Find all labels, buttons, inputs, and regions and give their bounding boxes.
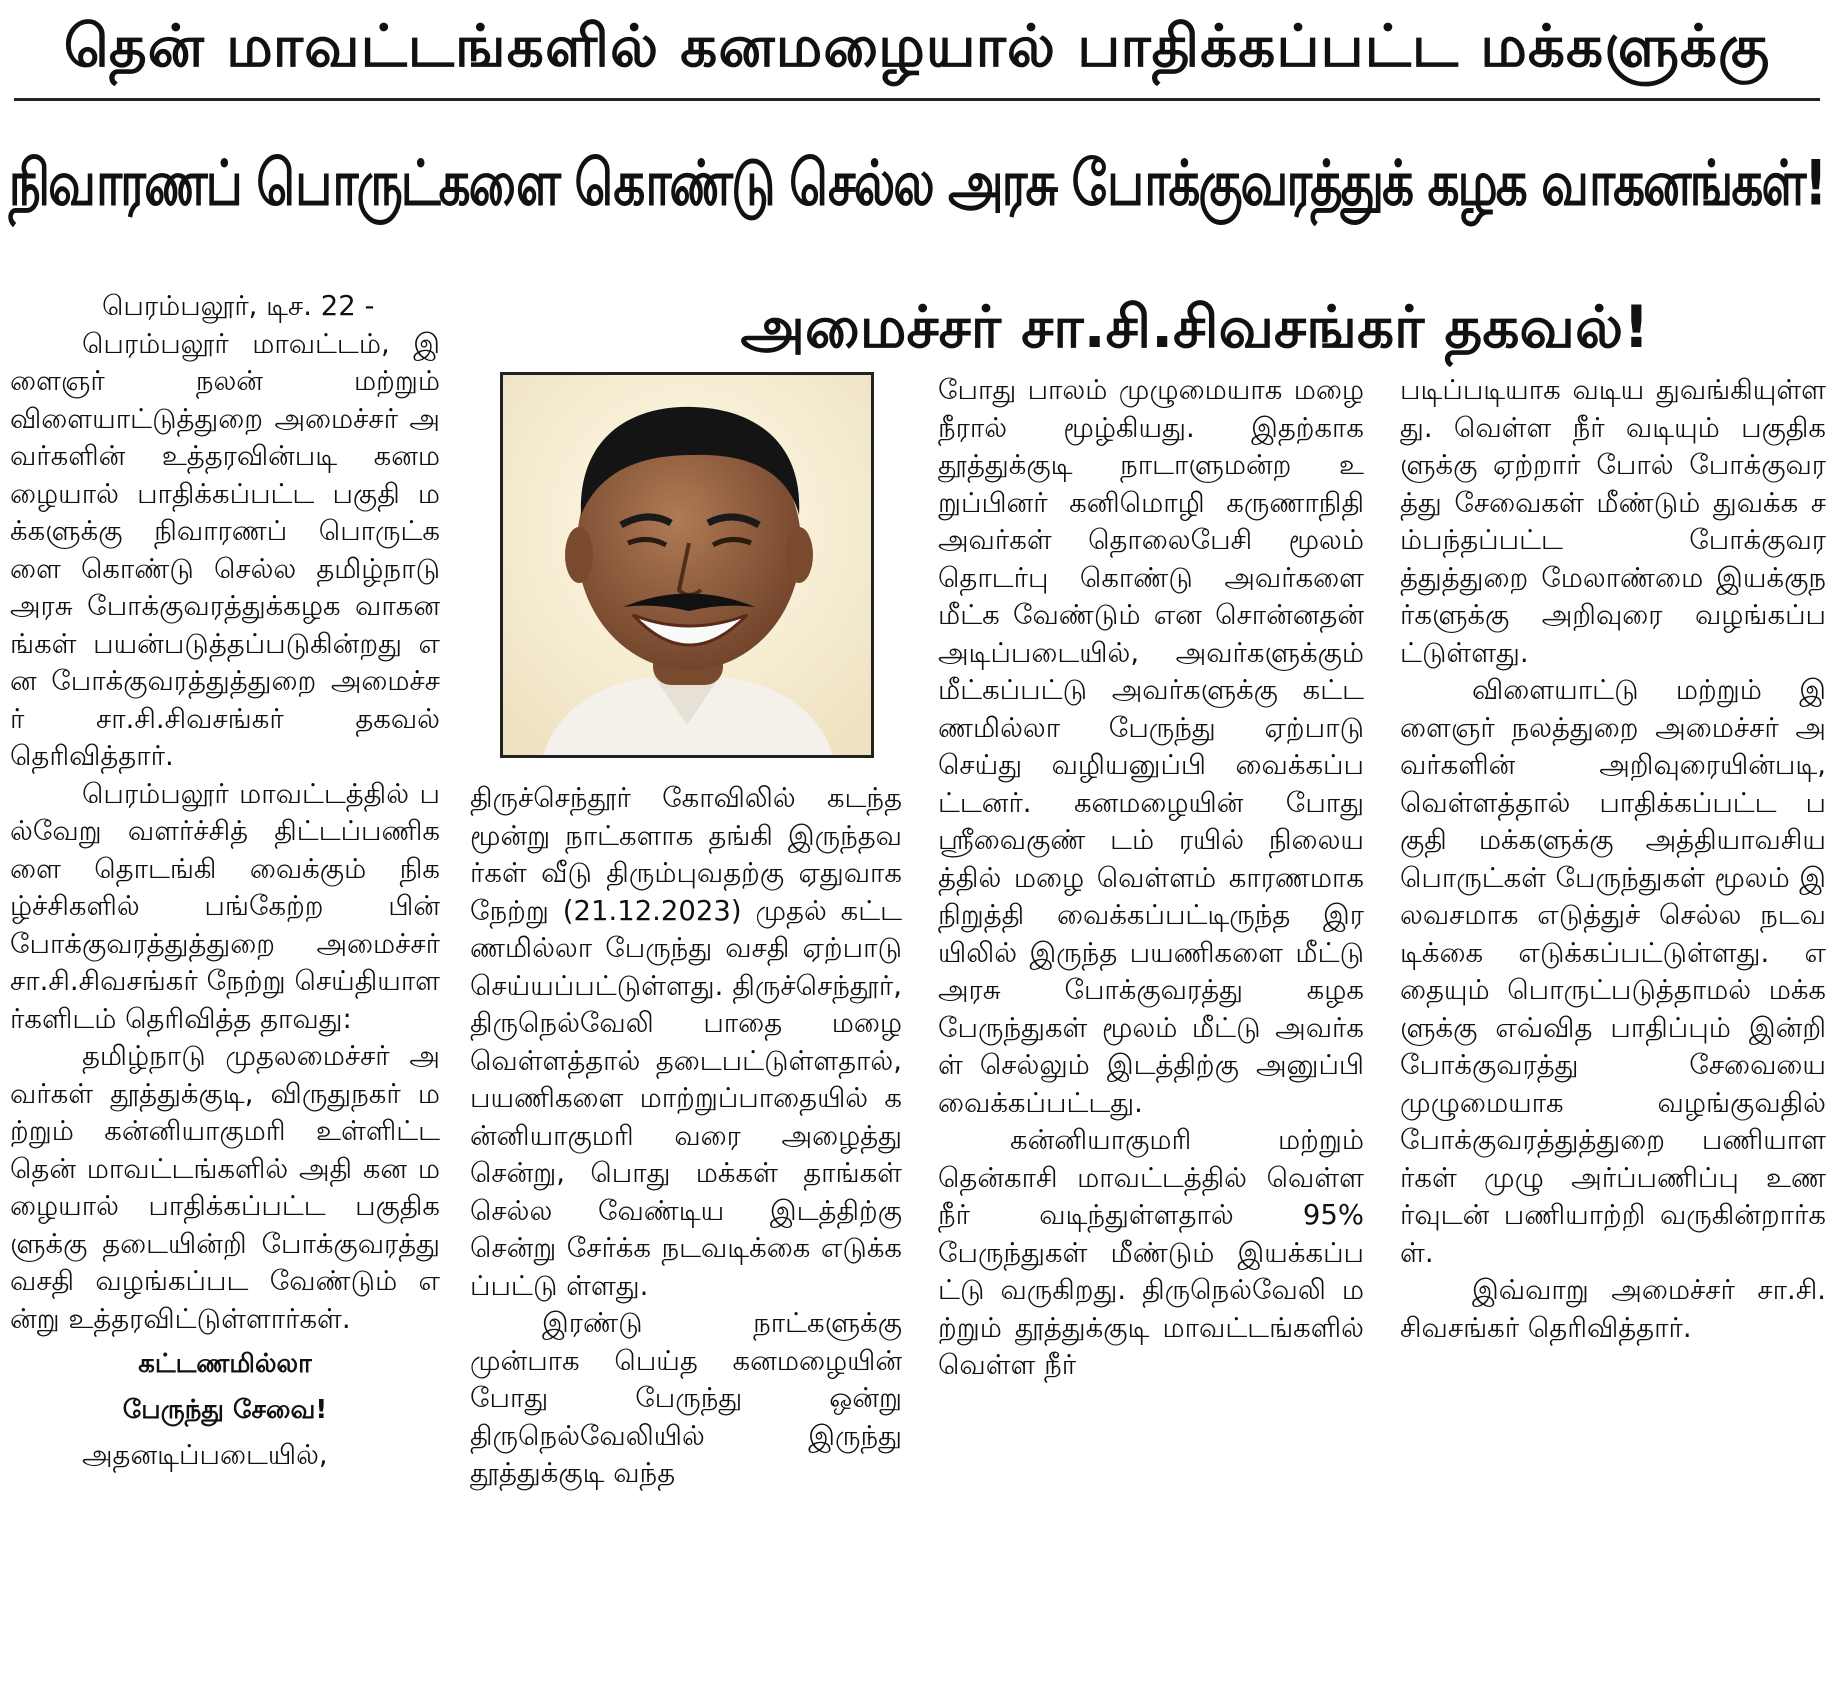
article-column-3 bbox=[938, 372, 1364, 1682]
dateline: பெரம்பலூர், டிச. 22 - bbox=[102, 290, 375, 322]
article-column-2 bbox=[470, 780, 902, 1680]
paragraph: தமிழ்நாடு முதலமைச்சர் அவர்கள் தூத்துக்குடி, விருதுநகர் மற்றும் கன்னியாகுமரி உள்ளிட்ட தென் மாவட்டங்களில் அதி கன மழையால் பாதிக்கப்பட்ட பகுதிகளுக்கு தடையின்றி போக்குவரத்து வசதி வழங்கப்பட வேண்டும் என்று உத்தரவிட்டுள்ளார்கள். bbox=[10, 1040, 440, 1335]
paragraph: போது பாலம் முழுமையாக மழை நீரால் மூழ்கியது. இதற்காக தூத்துக்குடி நாடாளுமன்ற உறுப்பினர் கனிமொழி கருணாநிதி அவர்கள் தொலைபேசி மூலம் தொடர்பு கொண்டு அவர்களை மீட்க வேண்டும் என சொன்னதன் அடிப்படையில், அவர்களுக்கும் மீட்கப்பட்டு அவர்களுக்கு கட்டணமில்லா பேருந்து ஏற்பாடு செய்து வழியனுப்பி வைக்கப்பட்டனர். கனமழையின் போது ஸ்ரீவைகுண் டம் ரயில் நிலையத்தில் மழை வெள்ளம் காரணமாக நிறுத்தி வைக்கப்பட்டிருந்த இரயிலில் இருந்த பயணிகளை மீட்டு அரசு போக்குவரத்து கழக பேருந்துகள் மூலம் மீட்டு அவர்கள் செல்லும் இடத்திற்கு அனுப்பி வைக்கப்பட்டது. bbox=[938, 374, 1364, 1119]
main-headline: நிவாரணப் பொருட்களை கொண்டு செல்ல அரசு போக்குவரத்துக் கழக வாகனங்கள்! bbox=[8, 146, 1826, 220]
portrait-illustration bbox=[503, 375, 871, 755]
section-subheading: பேருந்து சேவை! bbox=[122, 1394, 328, 1425]
paragraph: பெரம்பலூர் மாவட்டம், இளைஞர் நலன் மற்றும் விளையாட்டுத்துறை அமைச்சர் அவர்களின் உத்தரவின்படி கனமழையால் பாதிக்கப்பட்ட பகுதி மக்களுக்கு நிவாரணப் பொருட்களை கொண்டு செல்ல தமிழ்நாடு அரசு போக்குவரத்துக்கழக வாகனங்கள் பயன்படுத்தப்படுகின்றது என போக்குவரத்துத்துறை அமைச்சர் சா.சி.சிவசங்கர் தகவல் தெரிவித்தார். bbox=[10, 327, 440, 772]
subheadline: அமைச்சர் சா.சி.சிவசங்கர் தகவல்! bbox=[740, 293, 1650, 361]
article-column-1 bbox=[10, 288, 440, 1678]
paragraph: கன்னியாகுமரி மற்றும் தென்காசி மாவட்டத்தில் வெள்ளநீர் வடிந்துள்ளதால் 95% பேருந்துகள் மீண்டும் இயக்கப்பட்டு வருகிறது. திருநெல்வேலி மற்றும் தூத்துக்குடி மாவட்டங்களில் வெள்ள நீர் bbox=[938, 1124, 1364, 1381]
paragraph: திருச்செந்தூர் கோவிலில் கடந்த மூன்று நாட்களாக தங்கி இருந்தவர்கள் வீடு திரும்புவதற்கு ஏதுவாக நேற்று (21.12.2023) முதல் கட்டணமில்லா பேருந்து வசதி ஏற்பாடு செய்யப்பட்டுள்ளது. திருச்செந்தூர், திருநெல்வேலி பாதை மழை வெள்ளத்தால் தடைபட்டுள்ளதால், பயணிகளை மாற்றுப்பாதையில் கன்னியாகுமரி வரை அழைத்து சென்று, பொது மக்கள் தாங்கள் செல்ல வேண்டிய இடத்திற்கு சென்று சேர்க்க நடவடிக்கை எடுக்கப்பட்டு ள்ளது. bbox=[470, 782, 902, 1302]
minister-portrait-photo bbox=[500, 372, 874, 758]
paragraph: விளையாட்டு மற்றும் இளைஞர் நலத்துறை அமைச்சர் அவர்களின் அறிவுரையின்படி, வெள்ளத்தால் பாதிக்கப்பட்ட பகுதி மக்களுக்கு அத்தியாவசிய பொருட்கள் பேருந்துகள் மூலம் இலவசமாக எடுத்துச் செல்ல நடவடிக்கை எடுக்கப்பட்டுள்ளது. எதையும் பொருட்படுத்தாமல் மக்களுக்கு எவ்வித பாதிப்பும் இன்றி போக்குவரத்து சேவையை முழுமையாக வழங்குவதில் போக்குவரத்துத்துறை பணியாளர்கள் முழு அர்ப்பணிப்பு உணர்வுடன் பணியாற்றி வருகின்றார்கள். bbox=[1400, 674, 1826, 1269]
paragraph: இவ்வாறு அமைச்சர் சா.சி.சிவசங்கர் தெரிவித்தார். bbox=[1400, 1274, 1826, 1344]
section-subheading: கட்டணமில்லா bbox=[138, 1349, 312, 1379]
paragraph: இரண்டு நாட்களுக்கு முன்பாக பெய்த கனமழையின் போது பேருந்து ஒன்று திருநெல்வேலியில் இருந்து தூத்துக்குடி வந்த bbox=[470, 1307, 902, 1489]
paragraph: பெரம்பலூர் மாவட்டத்தில் பல்வேறு வளர்ச்சித் திட்டப்பணிகளை தொடங்கி வைக்கும் நிகழ்ச்சிகளில் பங்கேற்ற பின் போக்குவரத்துத்துறை அமைச்சர் சா.சி.சிவசங்கர் நேற்று செய்தியாளர்களிடம் தெரிவித்த தாவது: bbox=[10, 777, 440, 1035]
article-column-4 bbox=[1400, 372, 1826, 1682]
paragraph: படிப்படியாக வடிய துவங்கியுள்ளது. வெள்ள நீர் வடியும் பகுதிகளுக்கு ஏற்றார் போல் போக்குவரத்து சேவைகள் மீண்டும் துவக்க சம்பந்தப்பட்ட போக்குவரத்துத்துறை மேலாண்மை இயக்குநர்களுக்கு அறிவுரை வழங்கப்பட்டுள்ளது. bbox=[1400, 374, 1826, 669]
paragraph: அதனடிப்படையில், bbox=[82, 1439, 328, 1471]
kicker-headline: தென் மாவட்டங்களில் கனமழையால் பாதிக்கப்பட்ட மக்களுக்கு bbox=[63, 12, 1771, 80]
